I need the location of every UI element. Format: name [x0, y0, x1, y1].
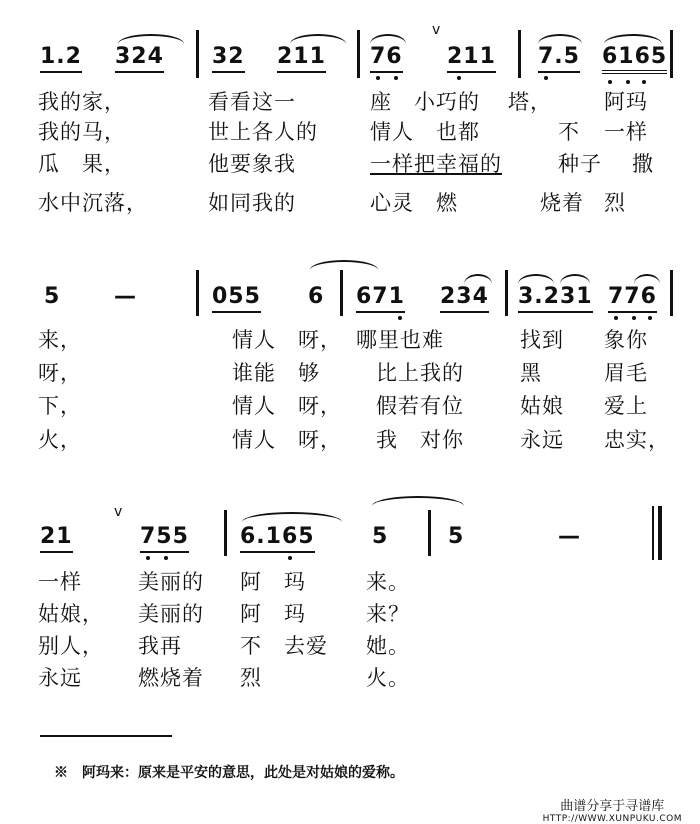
- lyric: 烈: [604, 191, 626, 215]
- lyric: 火。: [366, 666, 410, 690]
- lyric: 我的马，: [38, 120, 126, 144]
- lyric: 美丽的: [138, 570, 204, 594]
- lyric: 哪里也难: [356, 328, 444, 352]
- lyric: 如同我的: [208, 191, 296, 215]
- note-group: 6.165: [240, 524, 315, 553]
- low-octave-dot: [457, 76, 461, 80]
- note-group: 6165: [602, 44, 667, 74]
- lyric: 我 对你: [376, 428, 464, 452]
- slur: [290, 34, 346, 44]
- note-group: 324: [115, 44, 164, 73]
- lyric: 阿玛: [604, 90, 648, 114]
- lyric: 看看这一: [208, 90, 296, 114]
- barline: [340, 270, 343, 316]
- lyric: 瓜 果，: [38, 152, 126, 176]
- slur: [242, 512, 342, 522]
- barline: [670, 270, 673, 316]
- note-group: 76: [370, 44, 403, 73]
- lyric: 谁能 够: [232, 361, 320, 385]
- lyric: 姑娘，: [38, 602, 104, 626]
- lyric: 永远: [38, 666, 82, 690]
- lyric: 姑娘: [520, 394, 564, 418]
- note-group: 3.231: [518, 284, 593, 313]
- barline: [670, 30, 673, 78]
- lyric: 塔，: [508, 90, 552, 114]
- note-group: 234: [440, 284, 489, 313]
- lyric: 一样把幸福的: [370, 152, 502, 176]
- barline: [518, 30, 521, 78]
- note-group: 776: [608, 284, 657, 313]
- lyric: 永远: [520, 428, 564, 452]
- slur: [310, 260, 378, 270]
- lyric: 情人 也都: [370, 120, 480, 144]
- note-group: 055: [212, 284, 261, 313]
- low-octave-dot: [398, 316, 402, 320]
- breath-mark: v: [432, 22, 441, 38]
- low-octave-dot: [146, 556, 150, 560]
- note-group: 5: [448, 524, 465, 549]
- lyric: 象你: [604, 328, 648, 352]
- lyric: 呀，: [38, 361, 82, 385]
- low-octave-dot: [626, 80, 630, 84]
- note-group: 211: [447, 44, 496, 73]
- lyric: 火，: [38, 428, 82, 452]
- lyric: 她。: [366, 634, 410, 658]
- lyric: 来？: [366, 602, 410, 626]
- site-credit-name: 曲谱分享于寻谱库: [560, 799, 665, 814]
- barline: [357, 30, 360, 78]
- final-barline: [658, 506, 662, 560]
- site-credit-url: HTTP://WWW.XUNPUKU.COM: [542, 814, 682, 824]
- barline: [505, 270, 508, 316]
- barline: [224, 510, 227, 556]
- low-octave-dot: [288, 556, 292, 560]
- lyric: 爱上: [604, 394, 648, 418]
- slur: [464, 274, 492, 284]
- lyric: 黑: [520, 361, 542, 385]
- note-group: 211: [277, 44, 326, 73]
- breath-mark: v: [114, 504, 123, 520]
- lyric: 阿 玛: [240, 602, 306, 626]
- barline: [428, 510, 431, 556]
- slur: [372, 496, 464, 506]
- slur: [518, 274, 554, 284]
- lyric: 一样: [604, 120, 648, 144]
- lyric: 心灵 燃: [370, 191, 458, 215]
- low-octave-dot: [608, 80, 612, 84]
- low-octave-dot: [632, 316, 636, 320]
- footnote: ※ 阿玛来：原来是平安的意思，此处是对姑娘的爱称。: [54, 765, 404, 781]
- slur: [560, 274, 590, 284]
- note-group: 1.2: [40, 44, 82, 73]
- low-octave-dot: [376, 76, 380, 80]
- lyric: 水中沉落，: [38, 191, 148, 215]
- note-group: 7.5: [538, 44, 580, 73]
- slur: [634, 274, 660, 284]
- low-octave-dot: [394, 76, 398, 80]
- site-credit: [543, 795, 682, 824]
- lyric: 忠实，: [604, 428, 670, 452]
- note-group: 32: [212, 44, 245, 73]
- slur: [604, 34, 662, 44]
- lyric: 来，: [38, 328, 82, 352]
- lyric: 烈: [240, 666, 262, 690]
- note-group: —: [114, 284, 137, 309]
- lyric: 座 小巧的: [370, 90, 480, 114]
- lyric: 阿 玛: [240, 570, 306, 594]
- lyric: 我再: [138, 634, 182, 658]
- lyric: 美丽的: [138, 602, 204, 626]
- note-group: —: [558, 524, 581, 549]
- lyric: 情人 呀，: [232, 428, 342, 452]
- lyric: 他要象我: [208, 152, 296, 176]
- lyric: 眉毛: [604, 361, 648, 385]
- note-group: 5: [372, 524, 389, 549]
- note-group: 21: [40, 524, 73, 553]
- lyric: 别人，: [38, 634, 104, 658]
- lyric: 找到: [520, 328, 564, 352]
- lyric: 来。: [366, 570, 410, 594]
- lyric: 情人 呀，: [232, 394, 342, 418]
- lyric: 燃烧着: [138, 666, 204, 690]
- low-octave-dot: [614, 316, 618, 320]
- lyric: 种子: [558, 152, 602, 176]
- lyric: 情人 呀，: [232, 328, 342, 352]
- lyric: 下，: [38, 394, 82, 418]
- lyric: 世上各人的: [208, 120, 318, 144]
- slur: [370, 34, 406, 44]
- note-group: 5: [44, 284, 61, 309]
- barline: [196, 270, 199, 316]
- low-octave-dot: [648, 316, 652, 320]
- lyric: 不: [558, 120, 580, 144]
- lyric: 我的家，: [38, 90, 126, 114]
- low-octave-dot: [544, 76, 548, 80]
- lyric: 比上我的: [376, 361, 464, 385]
- low-octave-dot: [164, 556, 168, 560]
- note-group: 6: [308, 284, 325, 309]
- note-group: 755: [140, 524, 189, 553]
- footnote-rule: [40, 735, 172, 737]
- barline: [196, 30, 199, 78]
- note-group: 671: [356, 284, 405, 313]
- lyric: 撒: [632, 152, 654, 176]
- lyric: 假若有位: [376, 394, 464, 418]
- lyric: 烧着: [540, 191, 584, 215]
- slur: [538, 34, 582, 44]
- lyric: 不 去爱: [240, 634, 328, 658]
- final-barline-thin: [652, 506, 654, 560]
- lyric: 一样: [38, 570, 82, 594]
- slur: [118, 34, 184, 44]
- low-octave-dot: [642, 80, 646, 84]
